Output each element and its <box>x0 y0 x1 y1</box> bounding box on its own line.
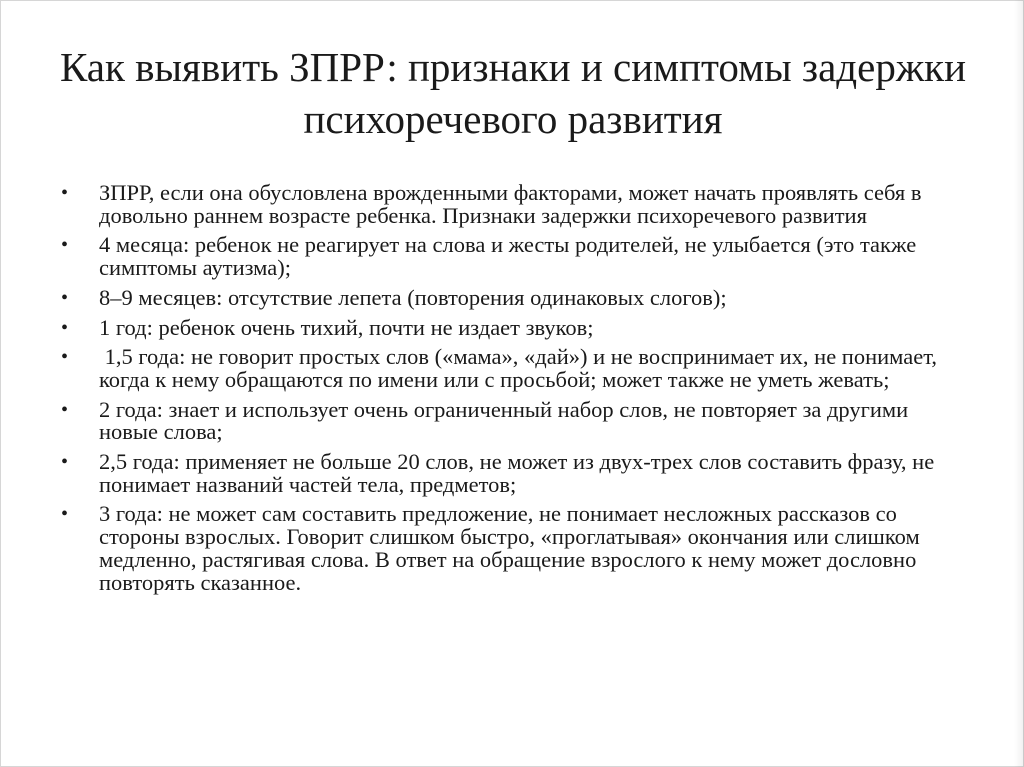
list-item <box>61 182 971 227</box>
bullet-icon: • <box>61 503 69 526</box>
list-item <box>61 396 971 445</box>
bullet-text: 3 года: не может сам составить предложение, не понимает несложных рассказов со стороны взрослых. Говорит слишком быстро, «проглатывая» окончания или слишком медленно, растягивая слова. В ответ на обращение взрослого к нему может дословно повторять сказанное. <box>99 501 920 595</box>
bullet-icon: • <box>61 398 69 421</box>
bullet-text: 1 год: ребенок очень тихий, почти не издает звуков; <box>99 314 594 340</box>
bullet-list <box>61 182 971 601</box>
bullet-icon: • <box>61 182 69 204</box>
list-item <box>61 314 971 340</box>
bullet-text: 2,5 года: применяет не больше 20 слов, не может из двух-трех слов составить фразу, не понимает названий частей тела, предметов; <box>99 449 935 497</box>
bullet-text: 2 года: знает и использует очень ограниченный набор слов, не повторяет за другими новые слова; <box>99 396 909 445</box>
slide-title: Как выявить ЗПРР: признаки и симптомы задержки психоречевого развития <box>59 44 967 142</box>
bullet-text: 1,5 года: не говорит простых слов («мама», «дай») и не воспринимает их, не понимает, когда к нему обращаются по имени или с просьбой; может также не уметь жевать; <box>99 344 943 392</box>
bullet-text: ЗПРР, если она обусловлена врожденными факторами, может начать проявлять себя в довольно раннем возрасте ребенка. Признаки задержки психоречевого развития <box>99 180 922 228</box>
bullet-text: 4 месяца: ребенок не реагирует на слова и жесты родителей, не улыбается (это также симптомы аутизма); <box>99 232 917 281</box>
bullet-icon: • <box>61 286 69 309</box>
list-item <box>61 503 971 594</box>
bullet-text: 8–9 месяцев: отсутствие лепета (повторения одинаковых слогов); <box>99 284 727 310</box>
bullet-icon: • <box>61 346 69 369</box>
list-item <box>61 451 971 496</box>
list-item <box>61 234 971 279</box>
list-item <box>61 284 971 310</box>
bullet-icon: • <box>61 316 69 339</box>
bullet-icon: • <box>61 451 69 474</box>
list-item <box>61 346 971 391</box>
bullet-icon: • <box>61 234 69 257</box>
